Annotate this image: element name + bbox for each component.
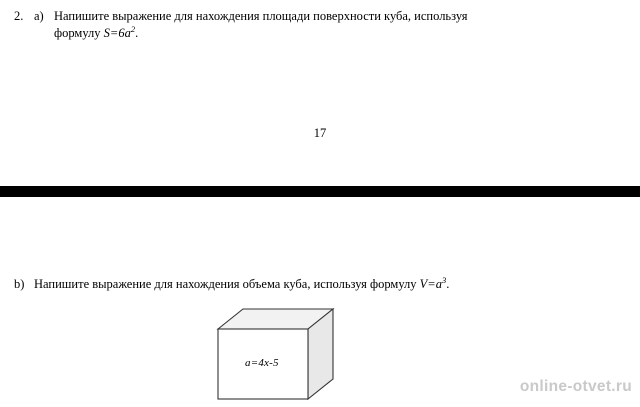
task-b-text xyxy=(34,276,614,293)
task-b-formula-base: V=a xyxy=(419,277,442,291)
cube-edge-label: a=4x-5 xyxy=(245,357,279,369)
cube-figure xyxy=(216,307,344,402)
task-b-text-prefix: Напишите выражение для нахождения объема куба, используя формулу xyxy=(34,277,420,291)
task-b-letter: b) xyxy=(14,277,25,291)
task-b-text-suffix: . xyxy=(446,277,450,291)
task-a xyxy=(14,8,624,42)
page-number: 17 xyxy=(313,126,327,140)
top-scan-block xyxy=(0,0,640,186)
task-a-text xyxy=(54,8,624,42)
scan-divider-bar xyxy=(0,186,640,197)
bottom-scan-block xyxy=(0,197,640,400)
task-a-line-1: Напишите выражение для нахождения площади поверхности куба, используя xyxy=(54,9,468,23)
task-a-line-2-suffix: . xyxy=(135,26,139,40)
task-a-number: 2. xyxy=(14,9,24,23)
watermark: online-otvet.ru xyxy=(519,378,632,395)
task-a-line-2-prefix: формулу xyxy=(54,26,104,40)
cube-svg xyxy=(216,307,344,402)
task-a-formula-base: S=6a xyxy=(103,26,131,40)
task-b xyxy=(14,276,614,293)
task-a-letter: а) xyxy=(34,9,44,23)
task-b-formula-exponent: 3 xyxy=(441,274,447,285)
task-a-line-2 xyxy=(54,25,624,42)
task-a-formula-exponent: 2 xyxy=(130,23,136,34)
